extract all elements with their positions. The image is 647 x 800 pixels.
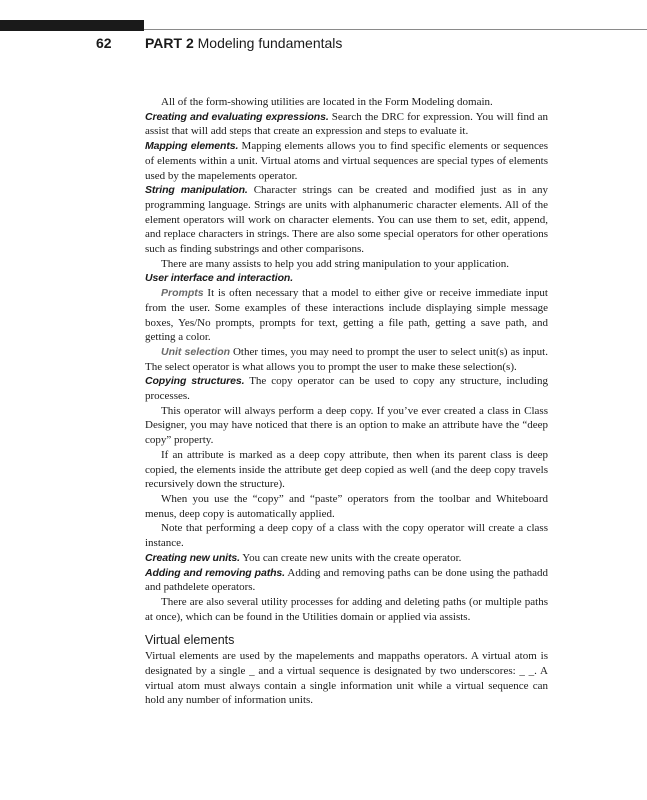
header-rule — [144, 29, 647, 30]
paragraph: Virtual elements are used by the mapelements and mappaths operators. A virtual atom is designated by a single _ and a virtual sequence is designated by two underscores: _ _. A virtual atom must always contain a single information unit while a virtual sequence can hold any number of information units. — [145, 650, 548, 707]
part-title: Modeling fundamentals — [197, 35, 343, 51]
sub-run-in-heading: Unit selection — [161, 345, 231, 358]
page-number: 62 — [96, 35, 112, 51]
paragraph: Creating new units. You can create new units with the create operator. — [145, 551, 462, 564]
paragraph: If an attribute is marked as a deep copy attribute, then when its parent class is deep copied, the elements inside the attribute get deep copied as well (and the deep copy travels recursively down the structure). — [145, 448, 548, 491]
run-in-heading: Creating and evaluating expressions. — [145, 110, 329, 123]
paragraph: When you use the “copy” and “paste” operators from the toolbar and Whiteboard menus, deep copy is automatically applied. — [145, 492, 548, 520]
running-head — [145, 35, 342, 51]
run-in-heading: Creating new units. — [145, 551, 240, 564]
run-in-heading: Mapping elements. — [145, 140, 239, 153]
paragraph — [145, 271, 548, 286]
paragraph: Mapping elements. Mapping elements allows you to find specific elements or sequences of elements within a unit. Virtual atoms and virtual sequences are special types of elements used by the mapelements operator. — [145, 140, 548, 182]
paragraph: Adding and removing paths. Adding and removing paths can be done using the pathadd and pathdelete operators. — [145, 566, 549, 594]
paragraph: Unit selection Other times, you may need to prompt the user to select unit(s) as input. The select operator is what allows you to prompt the user to make these selection(s). — [145, 345, 548, 373]
paragraph: Note that performing a deep copy of a class with the copy operator will create a class instance. — [145, 522, 548, 550]
paragraph: Creating and evaluating expressions. Search the DRC for expression. You will find an assist that will add steps that create an expression and steps to evaluate it. — [145, 110, 548, 138]
paragraph: There are also several utility processes for adding and deleting paths (or multiple paths at once), which can be found in the Utilities domain or applied via assists. — [145, 595, 548, 623]
header-bar — [0, 20, 144, 31]
run-in-heading: Adding and removing paths. — [145, 566, 285, 579]
paragraph: All of the form-showing utilities are located in the Form Modeling domain. — [161, 96, 493, 108]
section-heading: Virtual elements — [145, 633, 235, 648]
body-text — [145, 95, 548, 708]
paragraph: This operator will always perform a deep copy. If you’ve ever created a class in Class Designer, you may have noticed that there is an option to make an attribute have the “deep copy” property. — [145, 404, 548, 447]
paragraph: There are many assists to help you add string manipulation to your application. — [161, 257, 509, 270]
paragraph: Copying structures. The copy operator can be used to copy any structure, including processes. — [145, 375, 548, 403]
run-in-heading: String manipulation. — [145, 184, 248, 197]
paragraph: String manipulation. Character strings can be created and modified just as in any programming language. Strings are units with alphanumeric character elements. All of the element operators will work on character elements. You can use them to set, edit, append, and replace characters in strings. There are also some special operators for other operations such as finding substrings and other comparisons. — [145, 184, 549, 256]
run-in-heading: User interface and interaction. — [145, 272, 294, 285]
run-in-heading: Copying structures. — [145, 375, 245, 388]
sub-run-in-heading: Prompts — [161, 287, 204, 300]
part-label: PART 2 — [145, 35, 194, 51]
paragraph: Prompts It is often necessary that a model to either give or receive immediate input from the user. Some examples of these interactions include displaying simple message boxes, Yes/No prompts, prompts for text, getting a file path, getting a save path, and getting a color. — [145, 287, 548, 344]
